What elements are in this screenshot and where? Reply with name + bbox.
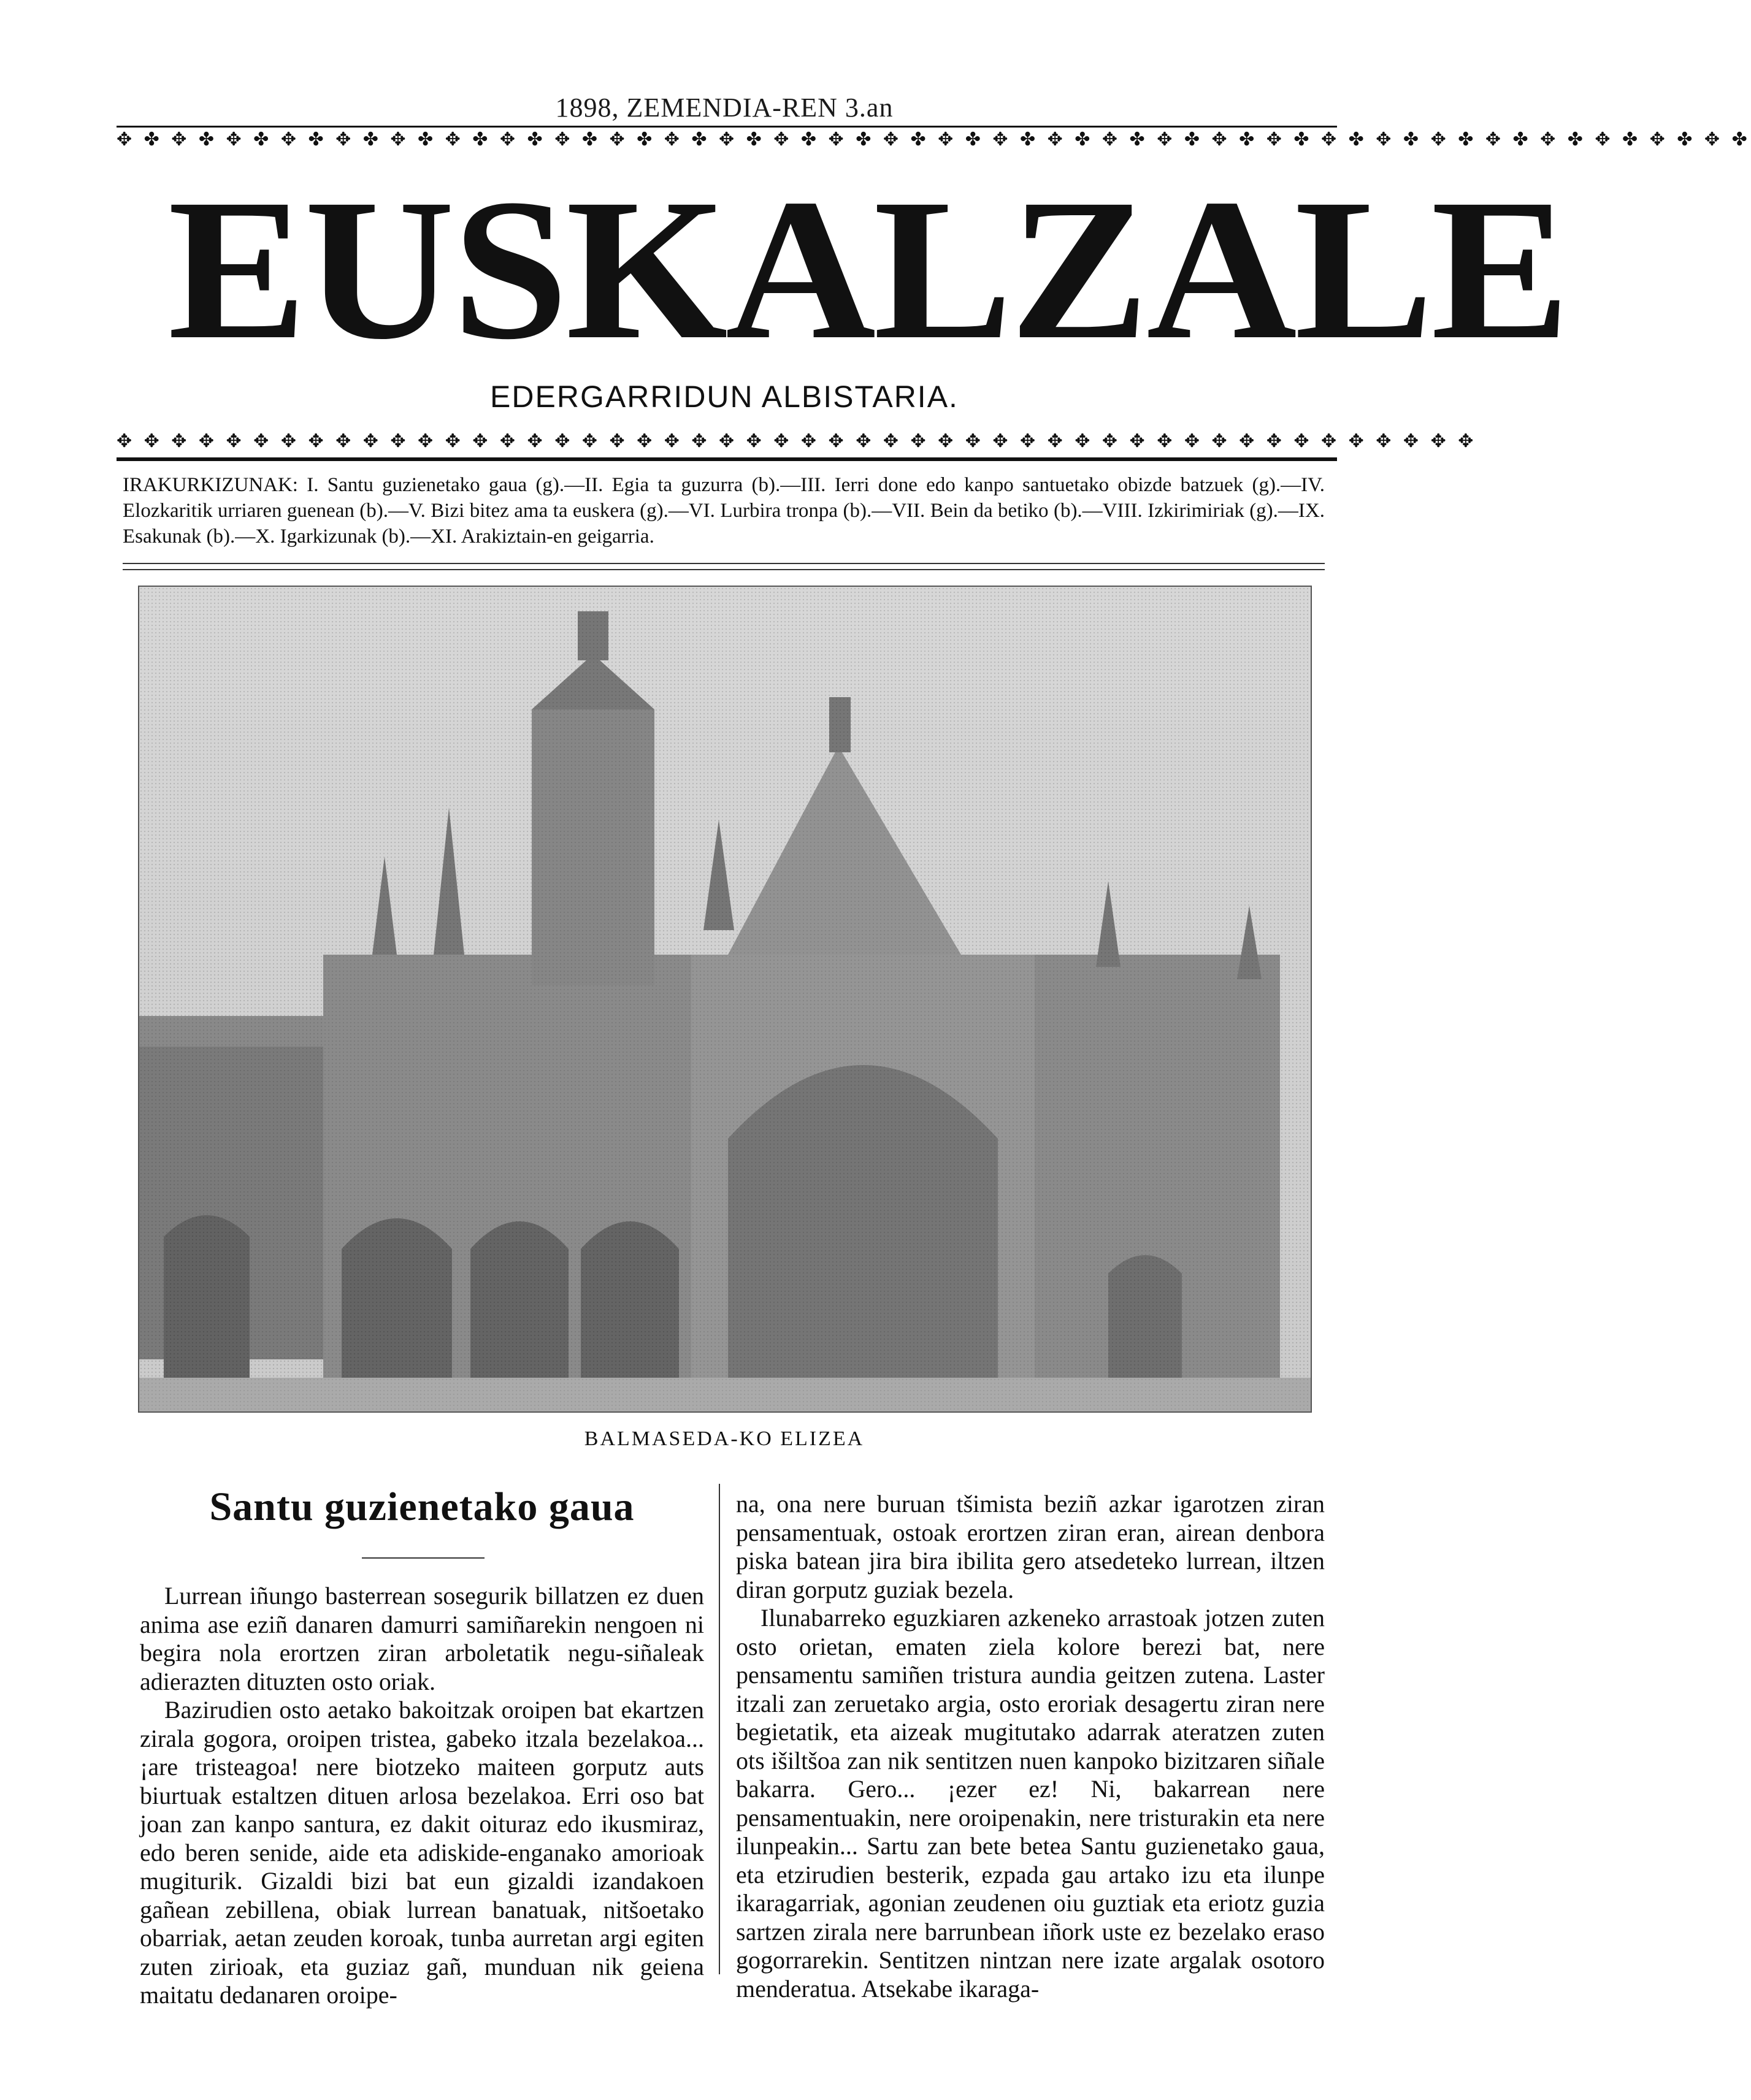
ornament-border-top: ✥ ✤ ✥ ✤ ✥ ✤ ✥ ✤ ✥ ✤ ✥ ✤ ✥ ✤ ✥ ✤ ✥ ✤ ✥ ✤ ✥ ✤ ✥ ✤ ✥ ✤ ✥ ✤ ✥ ✤ ✥ ✤ ✥ ✤ ✥ ✤ ✥ ✤ ✥ ✤ ✥ ✤ ✥ ✤ ✥ ✤ ✥ ✤ ✥ ✤ ✥ ✤ ✥ ✤ ✥ ✤ ✥ ✤ ✥ ✤ xyxy=(117,126,1337,152)
column-divider xyxy=(719,1484,720,1974)
ornament-border-bottom: ✥ ✥ ✥ ✥ ✥ ✥ ✥ ✥ ✥ ✥ ✥ ✥ ✥ ✥ ✥ ✥ ✥ ✥ ✥ ✥ ✥ ✥ ✥ ✥ ✥ ✥ ✥ ✥ ✥ ✥ ✥ ✥ ✥ ✥ ✥ ✥ ✥ ✥ ✥ ✥ ✥ ✥ ✥ ✥ ✥ ✥ ✥ ✥ ✥ ✥ xyxy=(117,429,1337,461)
masthead-title: EUSKALZALE xyxy=(167,158,1568,381)
article-paragraph: Bazirudien osto aetako bakoitzak oroipen bat ekartzen zirala gogora, oroipen tristea, gabeko itzala bezelakoa... ¡are tristeagoa! nere biotzeko maiteen gorputz auts biurtuak estaltzen dituen arlosa bezelakoa. Erri oso bat joan zan kanpo santura, ez dakit oituraz edo ikusmiraz, edo beren senide, aide eta adiskide-enganako amorioak mugiturik. Gizaldi bizi bat eun gizaldi izandakoen gañean zebillena, obiak lurrean banatuak, nitšoetako obarriak, aetan zeuden koroak, tunba aurretan argi egiten zuten zirioak, eta guziaz gañ, munduan nik geiena maitatu dedanaren oroipe- xyxy=(140,1696,704,2009)
church-photograph xyxy=(138,586,1312,1413)
article-paragraph: Lurrean iñungo basterrean sosegurik billatzen ez duen anima ase eziñ danaren damurri samiñarekin nengoen ni begira nola erortzen ziran arboletatik negu-siñaleak adierazten dituzten osto oriak. xyxy=(140,1582,704,1695)
article-paragraph: na, ona nere buruan tšimista beziñ azkar igarotzen ziran pensamentuak, ostoak erortzen ziran eran, airean denbora piska batean jira bira ibilita gero atsedeteko lurrean, iltzen diran gorputz guziak bezela. xyxy=(736,1490,1325,1603)
photo-caption: BALMASEDA-KO ELIZEA xyxy=(584,1427,865,1450)
dateline: 1898, ZEMENDIA-REN 3.an xyxy=(555,93,894,123)
table-of-contents: IRAKURKIZUNAK: I. Santu guzienetako gaua (g).—II. Egia ta guzurra (b).—III. Ierri done edo kanpo santuetako obizde batzuek (g).—IV. Elozkaritik urriaren guenean (b).—V. Bizi bitez ama ta euskera (g).—VI. Lurbira tronpa (b).—VII. Bein da betiko (b).—VIII. Izkirimiriak (g).—IX. Esakunak (b).—X. Igarkizunak (b).—XI. Arakiztain-en geigarria. xyxy=(123,474,1325,548)
title-rule xyxy=(362,1557,485,1559)
article-column-right xyxy=(736,1490,1325,2003)
double-rule xyxy=(123,563,1325,570)
article-title: Santu guzienetako gaua xyxy=(209,1484,635,1529)
article-paragraph: Ilunabarreko eguzkiaren azkeneko arrastoak jotzen zuten osto orietan, ematen ziela kolore berezi bat, nere pensamentu samiñen tristura aundia geitzen zutena. Laster itzali zan zeruetako argia, osto eroriak desagertu ziran nere begietatik, eta aizeak mugitutako adarrak ateratzen zuten ots išiltšoa zan nik sentitzen nuen kanpoko bizitzaren siñale bakarra. Gero... ¡ezer ez! Ni, bakarrean nere pensamentuakin, nere oroipenakin, nere tristurakin eta nere ilunpeakin... Sartu zan bete betea Santu guzienetako gaua, eta etzirudien besterik, ezpada gau artako izu eta ilunpe ikaragarriak, agonian zeudenen oiu guztiak eta eriotz guzia sartzen zirala nere barrunbean iñork uste ez bezelako eraso gogorrarekin. Sentitzen nintzan nere izate argalak osotoro menderatua. Atsekabe ikaraga- xyxy=(736,1604,1325,2003)
article-column-left xyxy=(140,1582,704,2010)
masthead-subtitle: EDERGARRIDUN ALBISTARIA. xyxy=(490,380,959,414)
